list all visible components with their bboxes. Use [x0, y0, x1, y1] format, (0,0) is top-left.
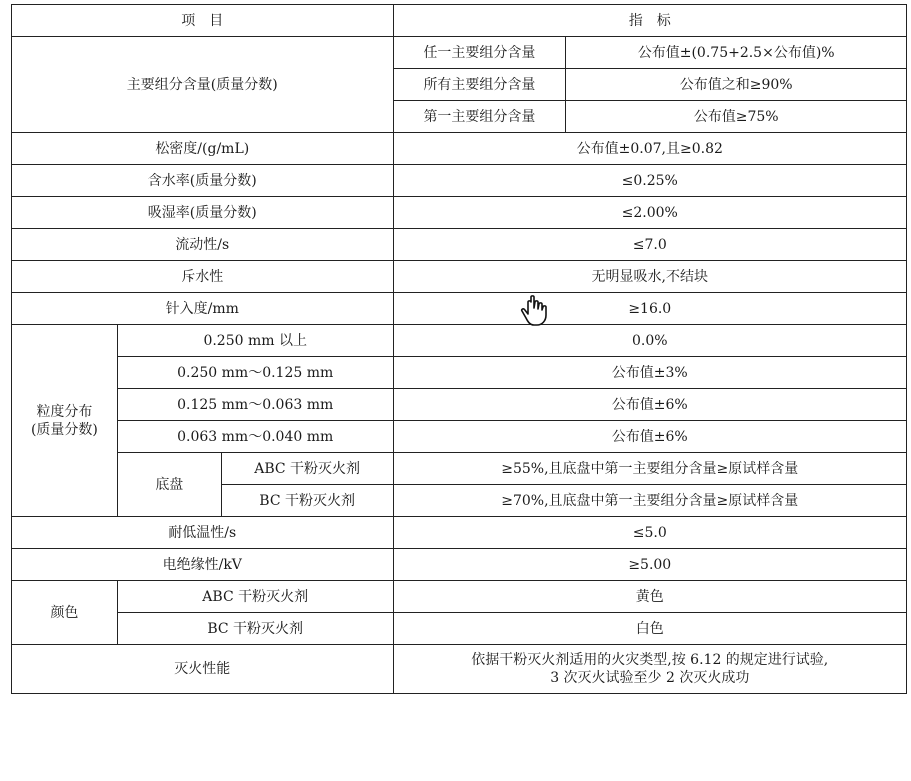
- row-value: ≤7.0: [393, 229, 906, 261]
- row-value: 黄色: [393, 581, 906, 613]
- table-row: [12, 645, 907, 694]
- sub-label: 0.063 mm～0.040 mm: [117, 421, 393, 453]
- table-row: [12, 197, 907, 229]
- sub-label: 任一主要组分含量: [393, 37, 566, 69]
- row-label: 电绝缘性/kV: [12, 549, 394, 581]
- row-value: ≤5.0: [393, 517, 906, 549]
- row-value: ≥5.00: [393, 549, 906, 581]
- sub-label: 第一主要组分含量: [393, 101, 566, 133]
- sub-label: 所有主要组分含量: [393, 69, 566, 101]
- row-label: 吸湿率(质量分数): [12, 197, 394, 229]
- row-value: 公布值之和≥90%: [566, 69, 907, 101]
- table-row: [12, 517, 907, 549]
- row-label: 含水率(质量分数): [12, 165, 394, 197]
- row-value: 白色: [393, 613, 906, 645]
- header-item: 项 目: [12, 5, 394, 37]
- row-value: ≥70%,且底盘中第一主要组分含量≥原试样含量: [393, 485, 906, 517]
- table-row: [12, 421, 907, 453]
- sub-label: ABC 干粉灭火剂: [221, 453, 393, 485]
- table-row: [12, 581, 907, 613]
- row-value: 公布值±(0.75+2.5×公布值)%: [566, 37, 907, 69]
- row-value: ≤2.00%: [393, 197, 906, 229]
- hand-pointer-icon: [520, 294, 550, 328]
- sub-label: BC 干粉灭火剂: [117, 613, 393, 645]
- row-value: 无明显吸水,不结块: [393, 261, 906, 293]
- table-row: [12, 293, 907, 325]
- row-label-extinguish: 灭火性能: [12, 645, 394, 694]
- row-label-color: 颜色: [12, 581, 118, 645]
- sub-label: ABC 干粉灭火剂: [117, 581, 393, 613]
- row-value: 公布值±3%: [393, 357, 906, 389]
- spec-table: [11, 4, 907, 694]
- row-label: 流动性/s: [12, 229, 394, 261]
- particle-label-line2: (质量分数): [30, 421, 98, 438]
- row-value-extinguish: [393, 645, 906, 694]
- row-value: ≥16.0: [393, 293, 906, 325]
- row-label-particle-size: [12, 325, 118, 517]
- table-row: [12, 165, 907, 197]
- table-header-row: [12, 5, 907, 37]
- row-value: ≥55%,且底盘中第一主要组分含量≥原试样含量: [393, 453, 906, 485]
- sub-label: 0.250 mm 以上: [117, 325, 393, 357]
- row-label: 耐低温性/s: [12, 517, 394, 549]
- table-row: [12, 133, 907, 165]
- particle-label-line1: 粒度分布: [36, 403, 93, 420]
- sub-label: BC 干粉灭火剂: [221, 485, 393, 517]
- extinguish-line1: 依据干粉灭火剂适用的火灾类型,按 6.12 的规定进行试验,: [471, 652, 829, 668]
- table-row: [12, 549, 907, 581]
- table-row: [12, 37, 907, 69]
- row-value: 0.0%: [393, 325, 906, 357]
- header-indicator: 指 标: [393, 5, 906, 37]
- row-label-main-components: 主要组分含量(质量分数): [12, 37, 394, 133]
- sub-label: 0.250 mm～0.125 mm: [117, 357, 393, 389]
- row-value: ≤0.25%: [393, 165, 906, 197]
- row-value: 公布值±0.07,且≥0.82: [393, 133, 906, 165]
- table-row: [12, 357, 907, 389]
- row-label: 针入度/mm: [12, 293, 394, 325]
- table-row: [12, 325, 907, 357]
- table-row: [12, 389, 907, 421]
- row-value: 公布值±6%: [393, 389, 906, 421]
- table-row: [12, 229, 907, 261]
- row-label: 斥水性: [12, 261, 394, 293]
- table-row: [12, 261, 907, 293]
- extinguish-line2: 3 次灭火试验至少 2 次灭火成功: [550, 670, 750, 686]
- row-value: 公布值≥75%: [566, 101, 907, 133]
- pan-label: 底盘: [117, 453, 221, 517]
- sub-label: 0.125 mm～0.063 mm: [117, 389, 393, 421]
- row-label: 松密度/(g/mL): [12, 133, 394, 165]
- table-row: [12, 453, 907, 485]
- table-row: [12, 613, 907, 645]
- row-value: 公布值±6%: [393, 421, 906, 453]
